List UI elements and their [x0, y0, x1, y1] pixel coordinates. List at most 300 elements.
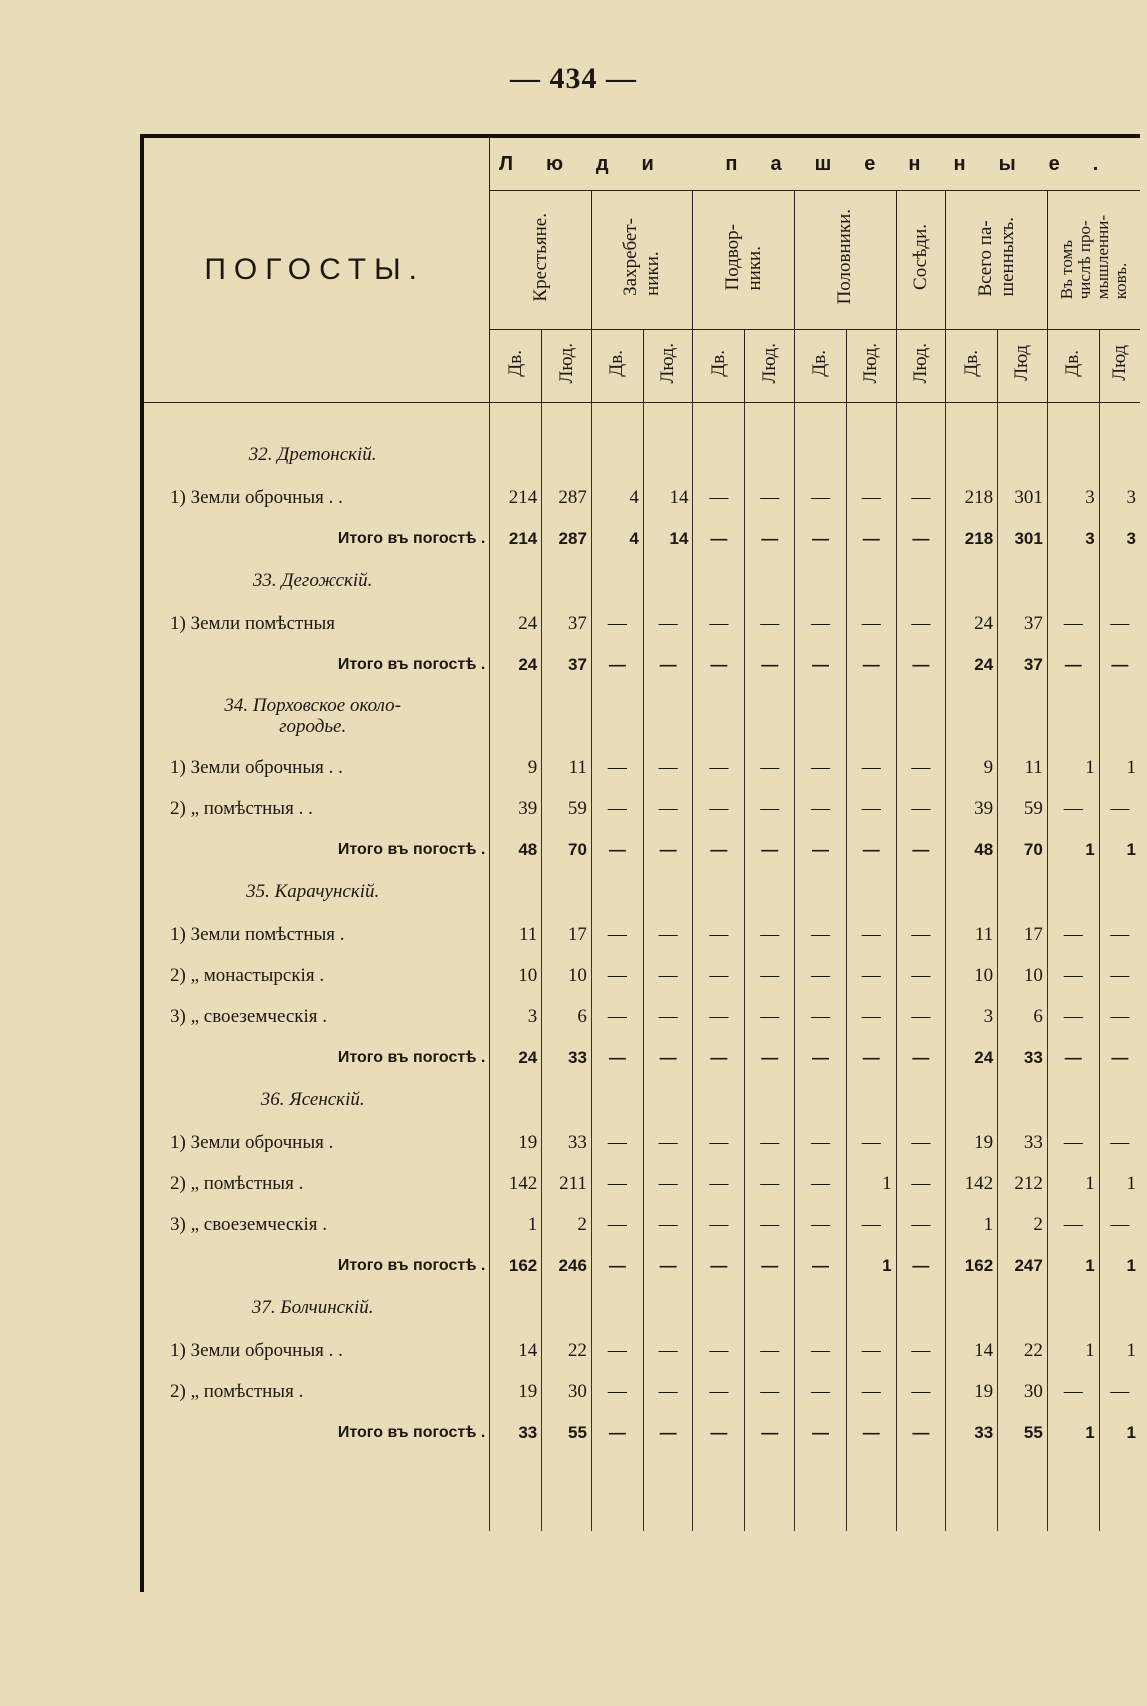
- table-cell: —: [643, 603, 693, 644]
- empty-cell: [1099, 433, 1140, 477]
- table-cell: —: [693, 1330, 745, 1371]
- empty-cell: [1099, 1286, 1140, 1330]
- table-cell: —: [643, 1163, 693, 1204]
- empty-cell: [998, 870, 1048, 914]
- table-cell: —: [795, 1163, 847, 1204]
- table-cell: 1: [1099, 1412, 1140, 1453]
- table-row: [140, 747, 1140, 788]
- table-cell: 19: [946, 1122, 998, 1163]
- empty-cell: [896, 870, 946, 914]
- empty-cell: [643, 685, 693, 747]
- table-cell: 37: [998, 644, 1048, 685]
- table-row: [140, 914, 1140, 955]
- table-cell: 1: [946, 1204, 998, 1245]
- table-cell: —: [591, 1371, 643, 1412]
- subheader-lyud: Люд.: [745, 330, 795, 403]
- table-cell: —: [745, 644, 795, 685]
- section-title-cell: [140, 685, 490, 747]
- table-cell: 10: [490, 955, 542, 996]
- empty-cell: [795, 433, 847, 477]
- section-row: [140, 685, 1140, 747]
- table-cell: 218: [946, 518, 998, 559]
- table-row: [140, 477, 1140, 518]
- table-cell: 1: [846, 1245, 896, 1286]
- table-cell: 6: [542, 996, 592, 1037]
- table-cell: 24: [946, 603, 998, 644]
- table-cell: —: [896, 644, 946, 685]
- table-cell: 218: [946, 477, 998, 518]
- table-cell: —: [846, 914, 896, 955]
- table-cell: 4: [591, 477, 643, 518]
- section-row: [140, 1286, 1140, 1330]
- table-body: [140, 403, 1140, 1532]
- table-cell: —: [846, 1371, 896, 1412]
- table-cell: —: [591, 1204, 643, 1245]
- row-label: 3) „ своеземческія .: [170, 1213, 328, 1235]
- table-cell: 70: [998, 829, 1048, 870]
- row-label: 1) Земли оброчныя . .: [170, 756, 343, 778]
- table-cell: —: [745, 1245, 795, 1286]
- table-cell: 24: [946, 644, 998, 685]
- table-cell: —: [643, 1122, 693, 1163]
- table-cell: —: [745, 477, 795, 518]
- table-cell: 3: [490, 996, 542, 1037]
- table-cell: 33: [998, 1037, 1048, 1078]
- table-cell: 30: [998, 1371, 1048, 1412]
- table-cell: 24: [490, 1037, 542, 1078]
- table-cell: —: [896, 477, 946, 518]
- table-cell: —: [846, 1204, 896, 1245]
- empty-cell: [795, 685, 847, 747]
- table-cell: —: [693, 1122, 745, 1163]
- empty-cell: [1047, 870, 1099, 914]
- table-cell: 1: [1099, 747, 1140, 788]
- table-cell: 1: [1047, 1412, 1099, 1453]
- row-label: 1) Земли помѣстныя .: [170, 923, 345, 945]
- empty-cell: [745, 1078, 795, 1122]
- section-title: 37. Болчинскій.: [251, 1297, 374, 1318]
- table-cell: —: [745, 1122, 795, 1163]
- section-title: 35. Карачунскій.: [246, 881, 380, 902]
- empty-cell: [745, 433, 795, 477]
- table-cell: —: [846, 1037, 896, 1078]
- table-cell: —: [795, 1330, 847, 1371]
- table-cell: —: [591, 1245, 643, 1286]
- empty-cell: [490, 1078, 542, 1122]
- table-cell: —: [1047, 1122, 1099, 1163]
- empty-cell: [846, 559, 896, 603]
- subheader-dv: Дв.: [795, 330, 847, 403]
- table-cell: 11: [998, 747, 1048, 788]
- table-cell: —: [846, 644, 896, 685]
- table-cell: —: [795, 1412, 847, 1453]
- column-header-sosedi: Сосѣди.: [896, 191, 946, 330]
- table-cell: —: [795, 1371, 847, 1412]
- empty-cell: [1099, 559, 1140, 603]
- table-cell: —: [591, 996, 643, 1037]
- table-cell: —: [896, 788, 946, 829]
- row-label: 2) „ помѣстныя .: [170, 1380, 304, 1402]
- table-cell: —: [643, 1330, 693, 1371]
- empty-cell: [1047, 1286, 1099, 1330]
- table-cell: —: [896, 1163, 946, 1204]
- table-cell: 59: [998, 788, 1048, 829]
- empty-cell: [542, 870, 592, 914]
- table-cell: 70: [542, 829, 592, 870]
- empty-cell: [490, 685, 542, 747]
- empty-cell: [998, 433, 1048, 477]
- table-cell: —: [1047, 1204, 1099, 1245]
- table-cell: 3: [1099, 477, 1140, 518]
- table-cell: 22: [542, 1330, 592, 1371]
- empty-cell: [490, 870, 542, 914]
- section-row: [140, 559, 1140, 603]
- table-row: [140, 1163, 1140, 1204]
- table-cell: —: [745, 518, 795, 559]
- table-cell: —: [591, 1122, 643, 1163]
- table-cell: 2: [542, 1204, 592, 1245]
- table-cell: —: [591, 788, 643, 829]
- table-cell: —: [795, 1122, 847, 1163]
- empty-cell: [643, 559, 693, 603]
- table-cell: 9: [946, 747, 998, 788]
- table-cell: —: [896, 747, 946, 788]
- table-cell: —: [846, 1330, 896, 1371]
- table-row: [140, 788, 1140, 829]
- table-cell: —: [846, 955, 896, 996]
- table-cell: 37: [998, 603, 1048, 644]
- empty-cell: [946, 433, 998, 477]
- section-row: [140, 870, 1140, 914]
- table-cell: —: [591, 1037, 643, 1078]
- empty-cell: [591, 870, 643, 914]
- table-cell: —: [1047, 1037, 1099, 1078]
- table-cell: —: [1047, 955, 1099, 996]
- table-cell: —: [591, 829, 643, 870]
- empty-cell: [591, 1078, 643, 1122]
- row-label: 3) „ своеземческія .: [170, 1005, 328, 1027]
- table-cell: 48: [946, 829, 998, 870]
- table-cell: 142: [490, 1163, 542, 1204]
- total-row: [140, 1412, 1140, 1453]
- column-header-krestyane: Крестьяне.: [490, 191, 592, 330]
- table-cell: —: [896, 1371, 946, 1412]
- empty-cell: [745, 1286, 795, 1330]
- empty-cell: [490, 433, 542, 477]
- table-cell: —: [693, 644, 745, 685]
- table-cell: —: [1099, 788, 1140, 829]
- total-label: Итого въ погостѣ .: [337, 1423, 486, 1441]
- table-cell: —: [1099, 914, 1140, 955]
- table-cell: 1: [1047, 1245, 1099, 1286]
- table-cell: —: [745, 955, 795, 996]
- empty-cell: [591, 685, 643, 747]
- table-cell: —: [643, 644, 693, 685]
- table-cell: 30: [542, 1371, 592, 1412]
- table-cell: 24: [946, 1037, 998, 1078]
- table-cell: —: [795, 1204, 847, 1245]
- page-number: — 434 —: [510, 62, 637, 95]
- subheader-dv: Дв.: [490, 330, 542, 403]
- section-title-cell: [140, 1286, 490, 1330]
- table-cell: —: [896, 1412, 946, 1453]
- table-cell: 33: [542, 1122, 592, 1163]
- row-label: 2) „ помѣстныя .: [170, 1172, 304, 1194]
- subheader-dv: Дв.: [946, 330, 998, 403]
- table-cell: —: [795, 829, 847, 870]
- table-cell: —: [1047, 914, 1099, 955]
- table-header: [140, 136, 1140, 403]
- empty-cell: [998, 1286, 1048, 1330]
- empty-cell: [795, 1286, 847, 1330]
- empty-cell: [795, 559, 847, 603]
- table-cell: 301: [998, 477, 1048, 518]
- table-cell: —: [745, 747, 795, 788]
- table-cell: —: [693, 1412, 745, 1453]
- table-cell: 1: [1099, 1245, 1140, 1286]
- table-cell: 10: [998, 955, 1048, 996]
- empty-cell: [542, 433, 592, 477]
- table-cell: 9: [490, 747, 542, 788]
- table-cell: 3: [1099, 518, 1140, 559]
- section-title-cell: [140, 870, 490, 914]
- table-cell: —: [896, 914, 946, 955]
- table-cell: 17: [542, 914, 592, 955]
- table-row: [140, 1371, 1140, 1412]
- table-cell: —: [643, 914, 693, 955]
- subheader-lyud: Люд.: [643, 330, 693, 403]
- table-cell: —: [693, 996, 745, 1037]
- table-cell: 1: [1047, 1330, 1099, 1371]
- group-header-lyudi-pashennye: Люди пашенные.: [490, 136, 1140, 191]
- section-title: 36. Ясенскій.: [260, 1089, 365, 1110]
- table-cell: —: [745, 788, 795, 829]
- table-cell: —: [745, 1412, 795, 1453]
- table-cell: —: [591, 1163, 643, 1204]
- table-cell: —: [643, 1245, 693, 1286]
- subheader-lyud: Люд.: [846, 330, 896, 403]
- table-cell: 287: [542, 518, 592, 559]
- table-cell: —: [795, 788, 847, 829]
- table-cell: —: [896, 1037, 946, 1078]
- empty-cell: [998, 1078, 1048, 1122]
- subheader-dv: Дв.: [1047, 330, 1099, 403]
- table-cell: 55: [998, 1412, 1048, 1453]
- empty-cell: [1047, 433, 1099, 477]
- table-cell: —: [745, 1037, 795, 1078]
- table-cell: 247: [998, 1245, 1048, 1286]
- table-cell: —: [745, 1163, 795, 1204]
- empty-cell: [846, 870, 896, 914]
- table-cell: —: [591, 955, 643, 996]
- row-label: 1) Земли оброчныя . .: [170, 1339, 343, 1361]
- table-cell: 1: [1099, 829, 1140, 870]
- empty-cell: [490, 1286, 542, 1330]
- table-row: [140, 1122, 1140, 1163]
- total-label: Итого въ погостѣ .: [337, 1048, 486, 1066]
- table-row: [140, 603, 1140, 644]
- table-cell: —: [1047, 644, 1099, 685]
- table-cell: 10: [946, 955, 998, 996]
- table-cell: —: [745, 1204, 795, 1245]
- empty-cell: [795, 870, 847, 914]
- table-cell: 11: [946, 914, 998, 955]
- subheader-lyud: Люд: [998, 330, 1048, 403]
- table-cell: —: [1047, 1371, 1099, 1412]
- table-cell: —: [795, 914, 847, 955]
- empty-cell: [846, 1286, 896, 1330]
- empty-cell: [745, 559, 795, 603]
- empty-cell: [1099, 870, 1140, 914]
- empty-cell: [896, 685, 946, 747]
- table-cell: 1: [1099, 1163, 1140, 1204]
- total-label: Итого въ погостѣ .: [337, 1256, 486, 1274]
- table-cell: 39: [490, 788, 542, 829]
- table-cell: —: [745, 829, 795, 870]
- table-cell: 1: [490, 1204, 542, 1245]
- table-cell: —: [693, 914, 745, 955]
- table-cell: —: [643, 1412, 693, 1453]
- table-cell: —: [1099, 1371, 1140, 1412]
- table-cell: —: [693, 1204, 745, 1245]
- empty-cell: [896, 1078, 946, 1122]
- column-header-polovniki: Половники.: [795, 191, 897, 330]
- table-cell: —: [643, 1371, 693, 1412]
- empty-cell: [846, 685, 896, 747]
- row-label: 2) „ помѣстныя . .: [170, 797, 313, 819]
- table-cell: —: [896, 1245, 946, 1286]
- empty-cell: [896, 559, 946, 603]
- table-cell: 3: [1047, 477, 1099, 518]
- section-title-cell: [140, 559, 490, 603]
- table-cell: 48: [490, 829, 542, 870]
- table-cell: —: [896, 603, 946, 644]
- table-cell: 162: [490, 1245, 542, 1286]
- table-cell: 301: [998, 518, 1048, 559]
- table-cell: —: [1099, 1122, 1140, 1163]
- empty-cell: [542, 559, 592, 603]
- table-cell: —: [795, 477, 847, 518]
- empty-cell: [1047, 559, 1099, 603]
- table-cell: —: [591, 644, 643, 685]
- table-cell: 4: [591, 518, 643, 559]
- table-cell: 14: [643, 477, 693, 518]
- empty-cell: [591, 559, 643, 603]
- section-title: 34. Порховское около- городье.: [224, 694, 401, 737]
- total-label: Итого въ погостѣ .: [337, 655, 486, 673]
- empty-cell: [1047, 1078, 1099, 1122]
- table-cell: 10: [542, 955, 592, 996]
- table-cell: 214: [490, 518, 542, 559]
- spacer-row: [140, 1453, 1140, 1531]
- spacer-row: [140, 403, 1140, 434]
- table-cell: —: [693, 603, 745, 644]
- table-cell: 39: [946, 788, 998, 829]
- table-cell: —: [795, 955, 847, 996]
- row-label: 2) „ монастырскія .: [170, 964, 325, 986]
- table-cell: —: [591, 1412, 643, 1453]
- table-cell: —: [643, 996, 693, 1037]
- table-cell: 37: [542, 603, 592, 644]
- table-cell: —: [591, 747, 643, 788]
- empty-cell: [745, 685, 795, 747]
- section-title: 32. Дретонскій.: [248, 444, 377, 465]
- table-cell: 1: [1047, 829, 1099, 870]
- table-cell: 211: [542, 1163, 592, 1204]
- table-cell: —: [896, 1204, 946, 1245]
- total-row: [140, 1245, 1140, 1286]
- table-row: [140, 1204, 1140, 1245]
- table-cell: —: [1099, 955, 1140, 996]
- table-row: [140, 955, 1140, 996]
- empty-cell: [542, 1286, 592, 1330]
- ledger-table: [140, 134, 1140, 1531]
- left-border-rule: [140, 134, 144, 1592]
- table-cell: —: [795, 603, 847, 644]
- table-cell: —: [693, 788, 745, 829]
- row-label: 1) Земли оброчныя . .: [170, 486, 343, 508]
- column-header-zakhrebetniki: Захребет- ники.: [591, 191, 693, 330]
- table-cell: —: [693, 1163, 745, 1204]
- empty-cell: [896, 433, 946, 477]
- column-header-promyshlenniki: Въ томъ числѣ про- мышленни- ковъ.: [1047, 191, 1140, 330]
- table-cell: —: [846, 1122, 896, 1163]
- total-row: [140, 829, 1140, 870]
- table-row: [140, 1330, 1140, 1371]
- table-cell: —: [1099, 603, 1140, 644]
- empty-cell: [490, 559, 542, 603]
- table-cell: —: [643, 788, 693, 829]
- table-cell: 1: [1047, 1163, 1099, 1204]
- table-cell: —: [591, 1330, 643, 1371]
- empty-cell: [998, 685, 1048, 747]
- table-cell: —: [795, 996, 847, 1037]
- table-cell: —: [745, 1330, 795, 1371]
- total-row: [140, 644, 1140, 685]
- table-cell: —: [1047, 788, 1099, 829]
- section-title-cell: [140, 1078, 490, 1122]
- table-cell: —: [846, 477, 896, 518]
- table-cell: —: [896, 829, 946, 870]
- table-cell: 6: [998, 996, 1048, 1037]
- empty-cell: [998, 559, 1048, 603]
- table-cell: —: [643, 1037, 693, 1078]
- table-cell: —: [795, 644, 847, 685]
- total-row: [140, 1037, 1140, 1078]
- section-title-cell: [140, 433, 490, 477]
- row-label: 1) Земли оброчныя .: [170, 1131, 334, 1153]
- table-row: [140, 996, 1140, 1037]
- table-cell: —: [846, 518, 896, 559]
- empty-cell: [846, 1078, 896, 1122]
- section-row: [140, 1078, 1140, 1122]
- table-cell: 14: [643, 518, 693, 559]
- table-cell: —: [795, 1245, 847, 1286]
- table-cell: —: [846, 829, 896, 870]
- row-label: 1) Земли помѣстныя: [170, 612, 336, 634]
- table-cell: 24: [490, 603, 542, 644]
- table-cell: 24: [490, 644, 542, 685]
- empty-cell: [591, 433, 643, 477]
- empty-cell: [896, 1286, 946, 1330]
- table-cell: 1: [846, 1163, 896, 1204]
- table-cell: —: [643, 1204, 693, 1245]
- table-cell: 212: [998, 1163, 1048, 1204]
- table-cell: 142: [946, 1163, 998, 1204]
- empty-cell: [693, 433, 745, 477]
- table-cell: 19: [490, 1371, 542, 1412]
- table-cell: —: [846, 996, 896, 1037]
